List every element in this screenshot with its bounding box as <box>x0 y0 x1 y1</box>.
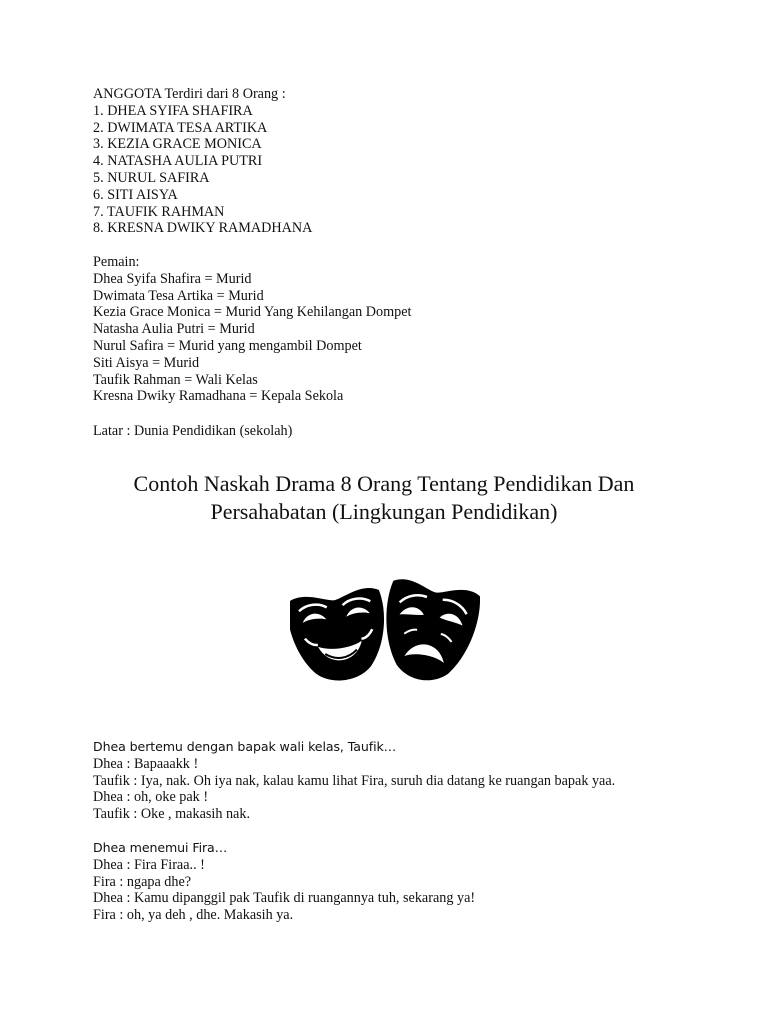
title-line-2: Persahabatan (Lingkungan Pendidikan) <box>210 499 558 524</box>
title-line-1: Contoh Naskah Drama 8 Orang Tentang Pendidikan Dan <box>133 471 635 496</box>
scene-2 <box>93 840 733 924</box>
dialogue-line: Dhea : oh, oke pak ! <box>93 789 209 806</box>
player-item: Kezia Grace Monica = Murid Yang Kehilangan Dompet <box>93 304 412 321</box>
players-section <box>93 254 733 405</box>
document-title <box>60 470 708 526</box>
dialogue-line: Dhea : Bapaaakk ! <box>93 755 199 772</box>
members-heading: ANGGOTA Terdiri dari 8 Orang : <box>93 86 286 102</box>
member-item: 7. TAUFIK RAHMAN <box>93 203 225 220</box>
scene-1 <box>93 739 733 823</box>
dialogue-line: Fira : oh, ya deh , dhe. Makasih ya. <box>93 907 294 924</box>
setting-text: Latar : Dunia Pendidikan (sekolah) <box>93 423 293 439</box>
member-item: 6. SITI AISYA <box>93 186 178 203</box>
dialogue-line: Dhea : Kamu dipanggil pak Taufik di ruangannya tuh, sekarang ya! <box>93 890 476 907</box>
dialogue-line: Fira : ngapa dhe? <box>93 873 192 890</box>
player-item: Dhea Syifa Shafira = Murid <box>93 270 252 287</box>
tragedy-mask-icon <box>375 577 480 688</box>
dialogue-line: Dhea : Fira Firaa.. ! <box>93 856 205 873</box>
player-item: Kresna Dwiky Ramadhana = Kepala Sekola <box>93 388 344 405</box>
member-item: 2. DWIMATA TESA ARTIKA <box>93 119 268 136</box>
player-item: Siti Aisya = Murid <box>93 354 200 371</box>
player-item: Nurul Safira = Murid yang mengambil Dompet <box>93 337 362 354</box>
player-item: Natasha Aulia Putri = Murid <box>93 321 255 338</box>
player-item: Taufik Rahman = Wali Kelas <box>93 371 258 388</box>
member-item: 5. NURUL SAFIRA <box>93 169 210 186</box>
member-item: 4. NATASHA AULIA PUTRI <box>93 153 263 170</box>
member-item: 1. DHEA SYIFA SHAFIRA <box>93 102 253 119</box>
stage-direction: Dhea bertemu dengan bapak wali kelas, Taufik… <box>93 739 397 754</box>
players-heading: Pemain: <box>93 254 140 270</box>
members-section <box>93 86 733 237</box>
stage-direction: Dhea menemui Fira… <box>93 840 228 855</box>
dialogue-line: Taufik : Oke , makasih nak. <box>93 806 250 823</box>
member-item: 3. KEZIA GRACE MONICA <box>93 136 262 153</box>
comedy-tragedy-masks-icon <box>290 570 480 690</box>
comedy-mask-icon <box>290 586 393 687</box>
dialogue-line: Taufik : Iya, nak. Oh iya nak, kalau kamu lihat Fira, suruh dia datang ke ruangan bapak yaa. <box>93 772 616 789</box>
player-item: Dwimata Tesa Artika = Murid <box>93 287 264 304</box>
setting-section <box>93 423 733 440</box>
member-item: 8. KRESNA DWIKY RAMADHANA <box>93 220 313 237</box>
